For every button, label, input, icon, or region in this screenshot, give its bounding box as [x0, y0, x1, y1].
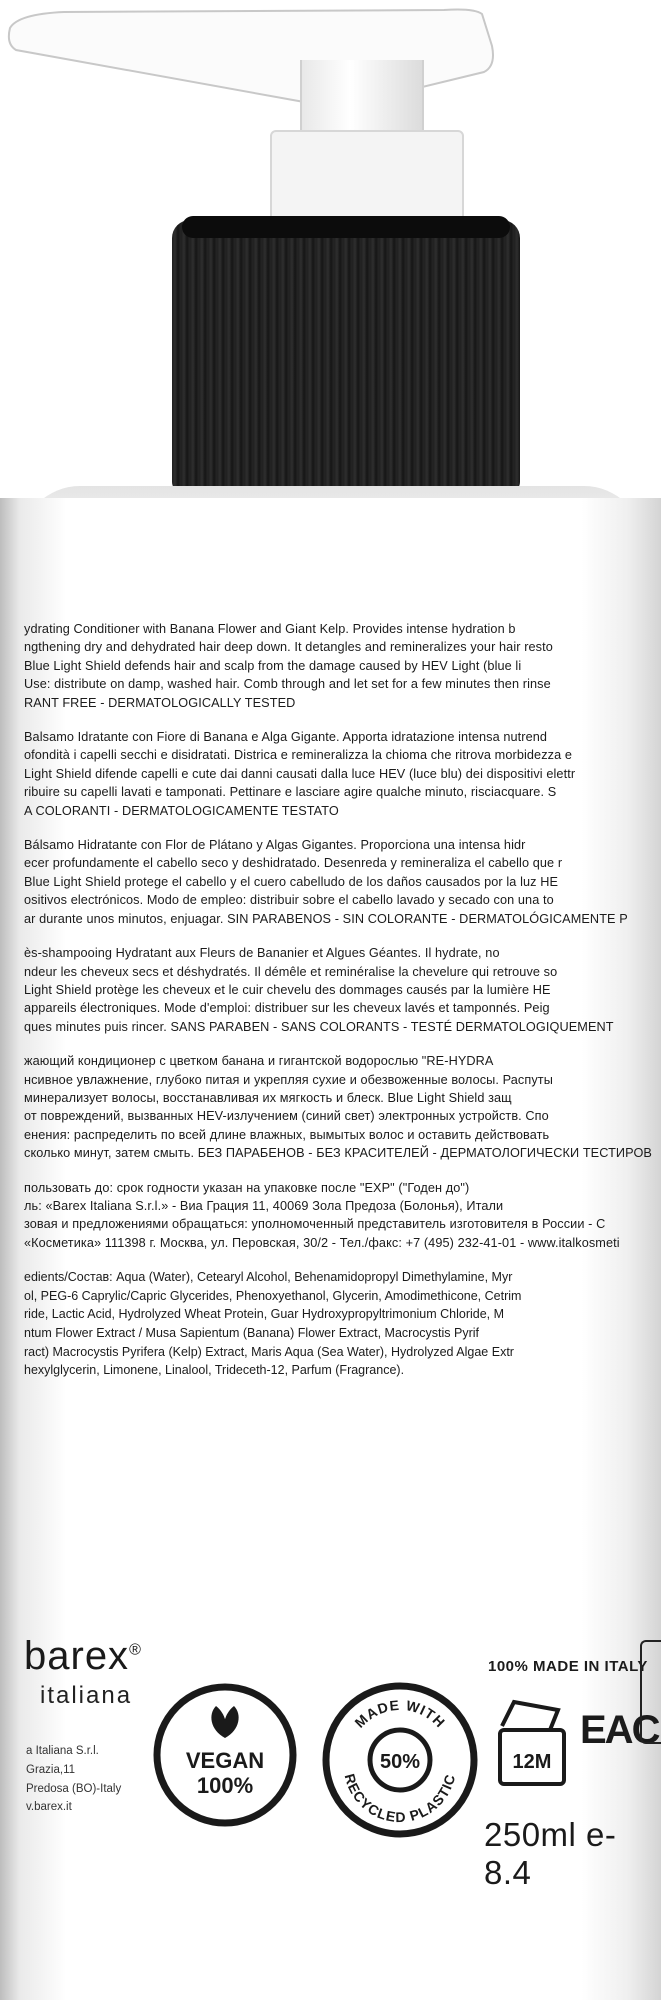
- label-line: нсивное увлажнение, глубоко питая и укрепляя сухие и обезвоженные волосы. Распуты: [24, 1072, 553, 1087]
- address-line: a Italiana S.r.l.: [26, 1745, 99, 1757]
- label-line: зовая и предложениями обращаться: уполномоченный представитель изготовителя в России - С: [24, 1217, 606, 1232]
- label-line: ositivos electrónicos. Modo de empleo: distribuir sobre el cabello lavado y secado con una to: [24, 893, 554, 908]
- ingredients-line: edients/Состав: Aqua (Water), Cetearyl Alcohol, Behenamidopropyl Dimethylamine, Myr: [24, 1270, 513, 1285]
- label-line: A COLORANTI - DERMATOLOGICAMENTE TESTATO: [24, 803, 339, 818]
- label-line: Bálsamo Hidratante con Flor de Plátano y Algas Gigantes. Proporciona una intensa hidr: [24, 838, 526, 853]
- label-line: ndeur les cheveux secs et déshydratés. Il démêle et reminéralise la chevelure qui retrouve so: [24, 964, 558, 979]
- label-line: енения: распределить по всей длине влажных, вымытых волос и оставить действовать: [24, 1127, 550, 1142]
- legal-info-ru: [24, 1179, 654, 1253]
- label-line: ydrating Conditioner with Banana Flower and Giant Kelp. Provides intense hydration b: [24, 622, 516, 636]
- label-line: жающий кондиционер с цветком банана и гигантской водорослью "RE-HYDRA: [24, 1054, 494, 1069]
- label-line: ès-shampooing Hydratant aux Fleurs de Bananier et Algues Géantes. Il hydrate, no: [24, 946, 500, 961]
- ingredients-line: ol, PEG-6 Caprylic/Capric Glycerides, Phenoxyethanol, Glycerin, Amodimethicone, Cetrim: [24, 1288, 522, 1303]
- description-fr: [24, 944, 654, 1036]
- address-line: v.barex.it: [26, 1801, 72, 1814]
- brand-name: barex: [24, 1634, 130, 1678]
- svg-text:RECYCLED PLASTIC: [342, 1772, 459, 1825]
- recycled-plastic-badge: [320, 1680, 480, 1840]
- eac-mark: EAC: [580, 1708, 659, 1752]
- description-ru: [24, 1052, 654, 1162]
- bottle-cap: [172, 220, 520, 492]
- label-line: Balsamo Idratante con Fiore di Banana e Alga Gigante. Apporta idratazione intensa nutrend: [24, 730, 548, 745]
- label-line: appareils électroniques. Mode d'emploi: distribuer sur les cheveux lavés et tamponnés. Peig: [24, 1001, 550, 1016]
- svg-text:MADE WITH: [351, 1697, 448, 1731]
- label-line: ar durante unos minutos, enjuagar. SIN PARABENOS - SIN COLORANTE - DERMATOLÓGICAMENTE P: [24, 911, 628, 926]
- label-line: Use: distribute on damp, washed hair. Comb through and let set for a few minutes then rinse: [24, 677, 551, 692]
- label-line: «Косметика» 111398 г. Москва, ул. Перовская, 30/2 - Тел./факс: +7 (495) 232-41-01 - www.italkosmeti: [24, 1235, 620, 1250]
- vegan-badge: [150, 1680, 300, 1830]
- vegan-percent: 100%: [196, 1773, 254, 1798]
- description-en: [24, 620, 654, 712]
- registered-mark: ®: [129, 1641, 142, 1659]
- recycled-percent: 50%: [379, 1751, 421, 1773]
- recycled-bottom-text: RECYCLED PLASTIC: [341, 1771, 459, 1826]
- label-line: Blue Light Shield defends hair and scalp from the damage caused by HEV Light (blue li: [24, 658, 522, 673]
- label-line: RANT FREE - DERMATOLOGICALLY TESTED: [24, 695, 296, 710]
- address-line: Grazia,11: [26, 1763, 76, 1776]
- label-line: ofondità i capelli secchi e disidratati. Districa e remineralizza la chioma che ritrova morbidezza e: [24, 748, 573, 763]
- label-line: от повреждений, вызванных HEV-излучением (синий свет) электронных устройств. Спо: [24, 1109, 549, 1124]
- ingredients-list: [24, 1268, 654, 1380]
- label-line: ribuire su capelli lavati e tamponati. Pettinare e lasciare agire qualche minuto, risciacquare. S: [24, 785, 557, 800]
- brand-logo: [24, 1634, 142, 1679]
- recycled-top-text: MADE WITH: [351, 1696, 449, 1731]
- address-line: Predosa (BO)-Italy: [26, 1782, 122, 1795]
- label-line: Light Shield protège les cheveux et le cuir chevelu des dommages causés par la lumière HE: [24, 982, 551, 997]
- label-line: ecer profundamente el cabello seco y deshidratado. Desenreda y remineraliza el cabello que r: [24, 856, 563, 871]
- brand-subtitle: italiana: [40, 1682, 133, 1709]
- label-line: ль: «Barex Italiana S.r.l.» - Виа Грация 11, 40069 Зола Предоза (Болонья), Итали: [24, 1198, 504, 1213]
- description-it: [24, 728, 654, 820]
- manufacturer-address: [26, 1742, 121, 1817]
- label-line: ngthening dry and dehydrated hair deep down. It detangles and remineralizes your hair resto: [24, 640, 553, 655]
- ingredients-line: ntum Flower Extract / Musa Sapientum (Banana) Flower Extract, Macrocystis Pyrif: [24, 1325, 479, 1340]
- cap-rim: [182, 216, 510, 238]
- pao-jar-icon: [494, 1696, 570, 1792]
- side-frame: [640, 1640, 661, 1744]
- ingredients-line: ract) Macrocystis Pyrifera (Kelp) Extract, Maris Aqua (Sea Water), Hydrolyzed Algae Extr: [24, 1344, 514, 1359]
- label-line: минерализует волосы, восстанавливая их мягкость и блеск. Blue Light Shield защ: [24, 1090, 512, 1105]
- leaf-icon: [211, 1706, 238, 1738]
- ingredients-line: ride, Lactic Acid, Hydrolyzed Wheat Protein, Guar Hydroxypropyltrimonium Chloride, M: [24, 1307, 505, 1322]
- label-line: ques minutes puis rincer. SANS PARABEN - SANS COLORANTS - TESTÉ DERMATOLOGIQUEMENT: [24, 1019, 614, 1034]
- volume-label: 250ml e-8.4: [484, 1816, 617, 1891]
- label-line: пользовать до: срок годности указан на упаковке после "EXP" ("Годен до"): [24, 1180, 470, 1195]
- label-line: Light Shield difende capelli e cute dai danni causati dalla luce HEV (luce blu) dei dispositivi elettr: [24, 766, 576, 781]
- description-es: [24, 836, 654, 928]
- product-label: [24, 620, 654, 1380]
- label-line: Blue Light Shield protege el cabello y el cuero cabelludo de los daños causados por la luz HE: [24, 874, 559, 889]
- pao-label: 12M: [512, 1751, 552, 1773]
- made-in-italy: 100% MADE IN ITALY: [488, 1658, 648, 1675]
- vegan-label: VEGAN: [185, 1748, 265, 1773]
- label-line: сколько минут, затем смыть. БЕЗ ПАРАБЕНОВ - БЕЗ КРАСИТЕЛЕЙ - ДЕРМАТОЛОГИЧЕСКИ ТЕСТИРОВ: [24, 1146, 652, 1161]
- ingredients-line: hexylglycerin, Limonene, Linalool, Trideceth-12, Parfum (Fragrance).: [24, 1363, 405, 1378]
